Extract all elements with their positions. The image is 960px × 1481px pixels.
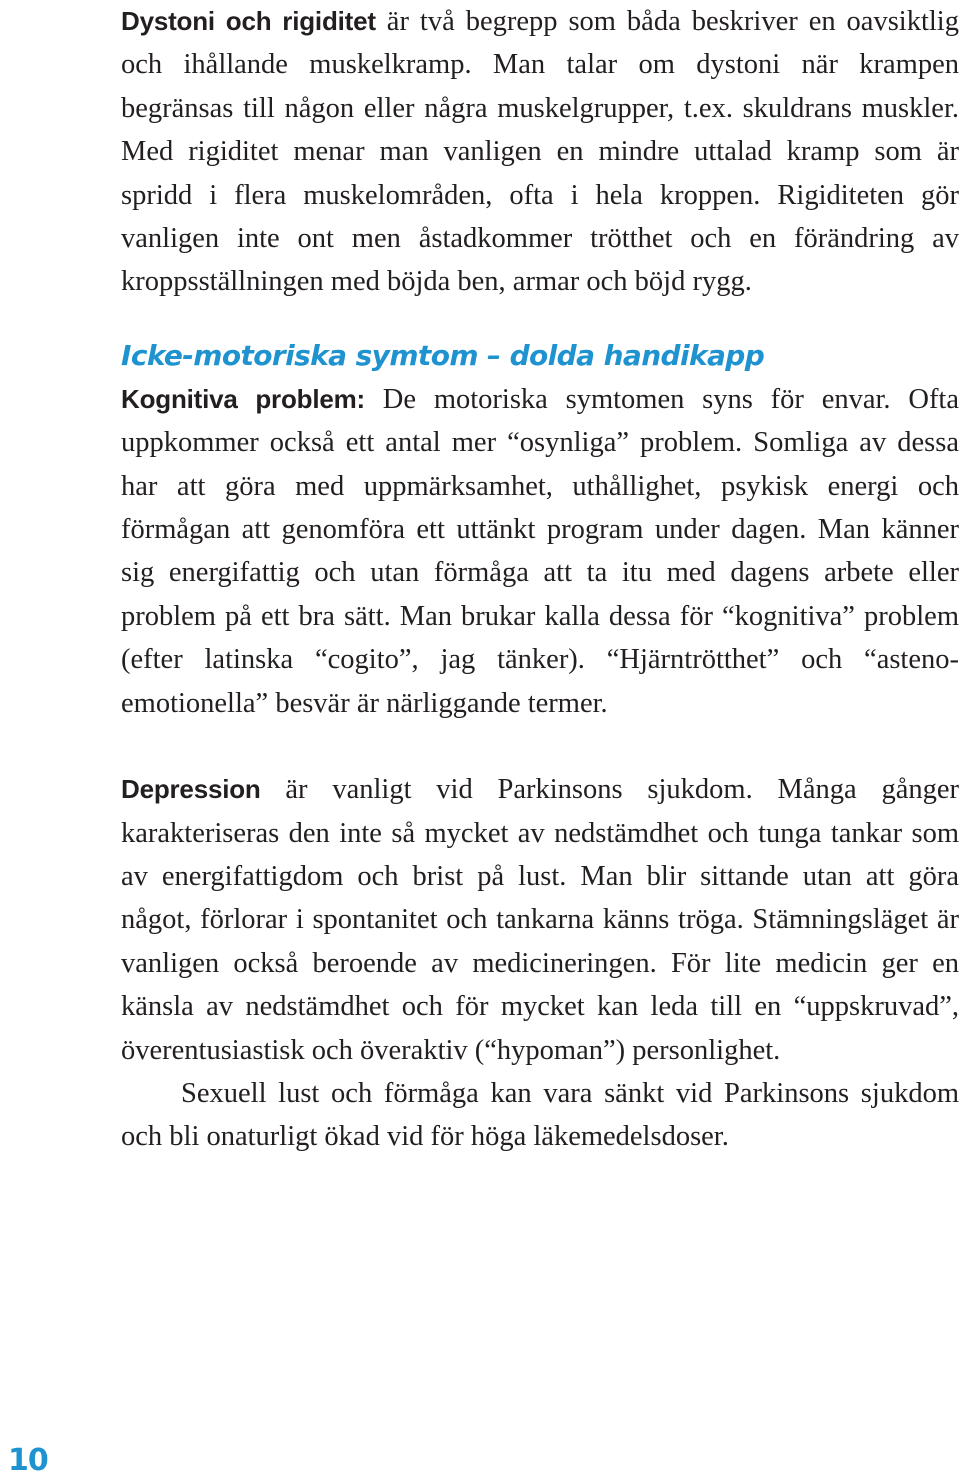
term-kognitiva-problem: Kognitiva problem: — [121, 383, 365, 414]
paragraph-kognitiva-problem — [121, 378, 959, 725]
paragraph-depression — [121, 768, 959, 1072]
paragraph-kognitiva-problem-text: De motoriska symtomen syns för envar. Ofta uppkommer också ett antal mer “osynliga” problem. Somliga av dessa har att göra med uppmärksamhet, uthållighet, psykisk energi och förmågan att genomföra ett uttänkt program under dagen. Man känner sig energifattig och utan förmåga att ta itu med dagens arbete eller problem på ett bra sätt. Man brukar kalla dessa för “kognitiva” problem (efter latinska “cogito”, jag tänker). “Hjärntrötthet” och “asteno-emotionella” besvär är närliggande termer. — [121, 383, 960, 719]
page-number: 10 — [8, 1443, 48, 1478]
paragraph-dystoni-rigiditet — [121, 0, 959, 304]
article-column — [121, 0, 959, 1159]
term-depression: Depression — [121, 774, 261, 805]
paragraph-sexuell-lust: Sexuell lust och förmåga kan vara sänkt vid Parkinsons sjukdom och bli onaturligt ökad vid för höga läkemedelsdoser. — [121, 1077, 959, 1153]
paragraph-depression-text: är vanligt vid Parkinsons sjukdom. Många gånger karakteriseras den inte så mycket av nedstämdhet och tunga tankar som av energifattigdom och brist på lust. Man blir sittande utan att göra något, förlorar i spontanitet och tankarna känns tröga. Stämningsläget är vanligen också beroende av medicineringen. För lite medicin ger en känsla av nedstämdhet och för mycket kan leda till en “uppskruvad”, överentusiastisk och överaktiv (“hypoman”) personlighet. — [121, 774, 959, 1066]
section-heading: Icke-motoriska symtom – dolda handikapp — [121, 338, 765, 372]
term-dystoni-rigiditet: Dystoni och rigiditet — [121, 6, 376, 36]
paragraph-dystoni-rigiditet-text: är två begrepp som båda beskriver en oavsiktlig och ihållande muskelkramp. Man talar om dystoni när krampen begränsas till någon eller några muskelgrupper, t.ex. skuldrans muskler. Med rigiditet menar man vanligen en mindre uttalad kramp som är spridd i flera muskelområden, ofta i hela kroppen. Rigiditeten gör vanligen inte ont men åstadkommer trötthet och en förändring av kroppsställningen med böjda ben, armar och böjd rygg. — [121, 6, 959, 298]
